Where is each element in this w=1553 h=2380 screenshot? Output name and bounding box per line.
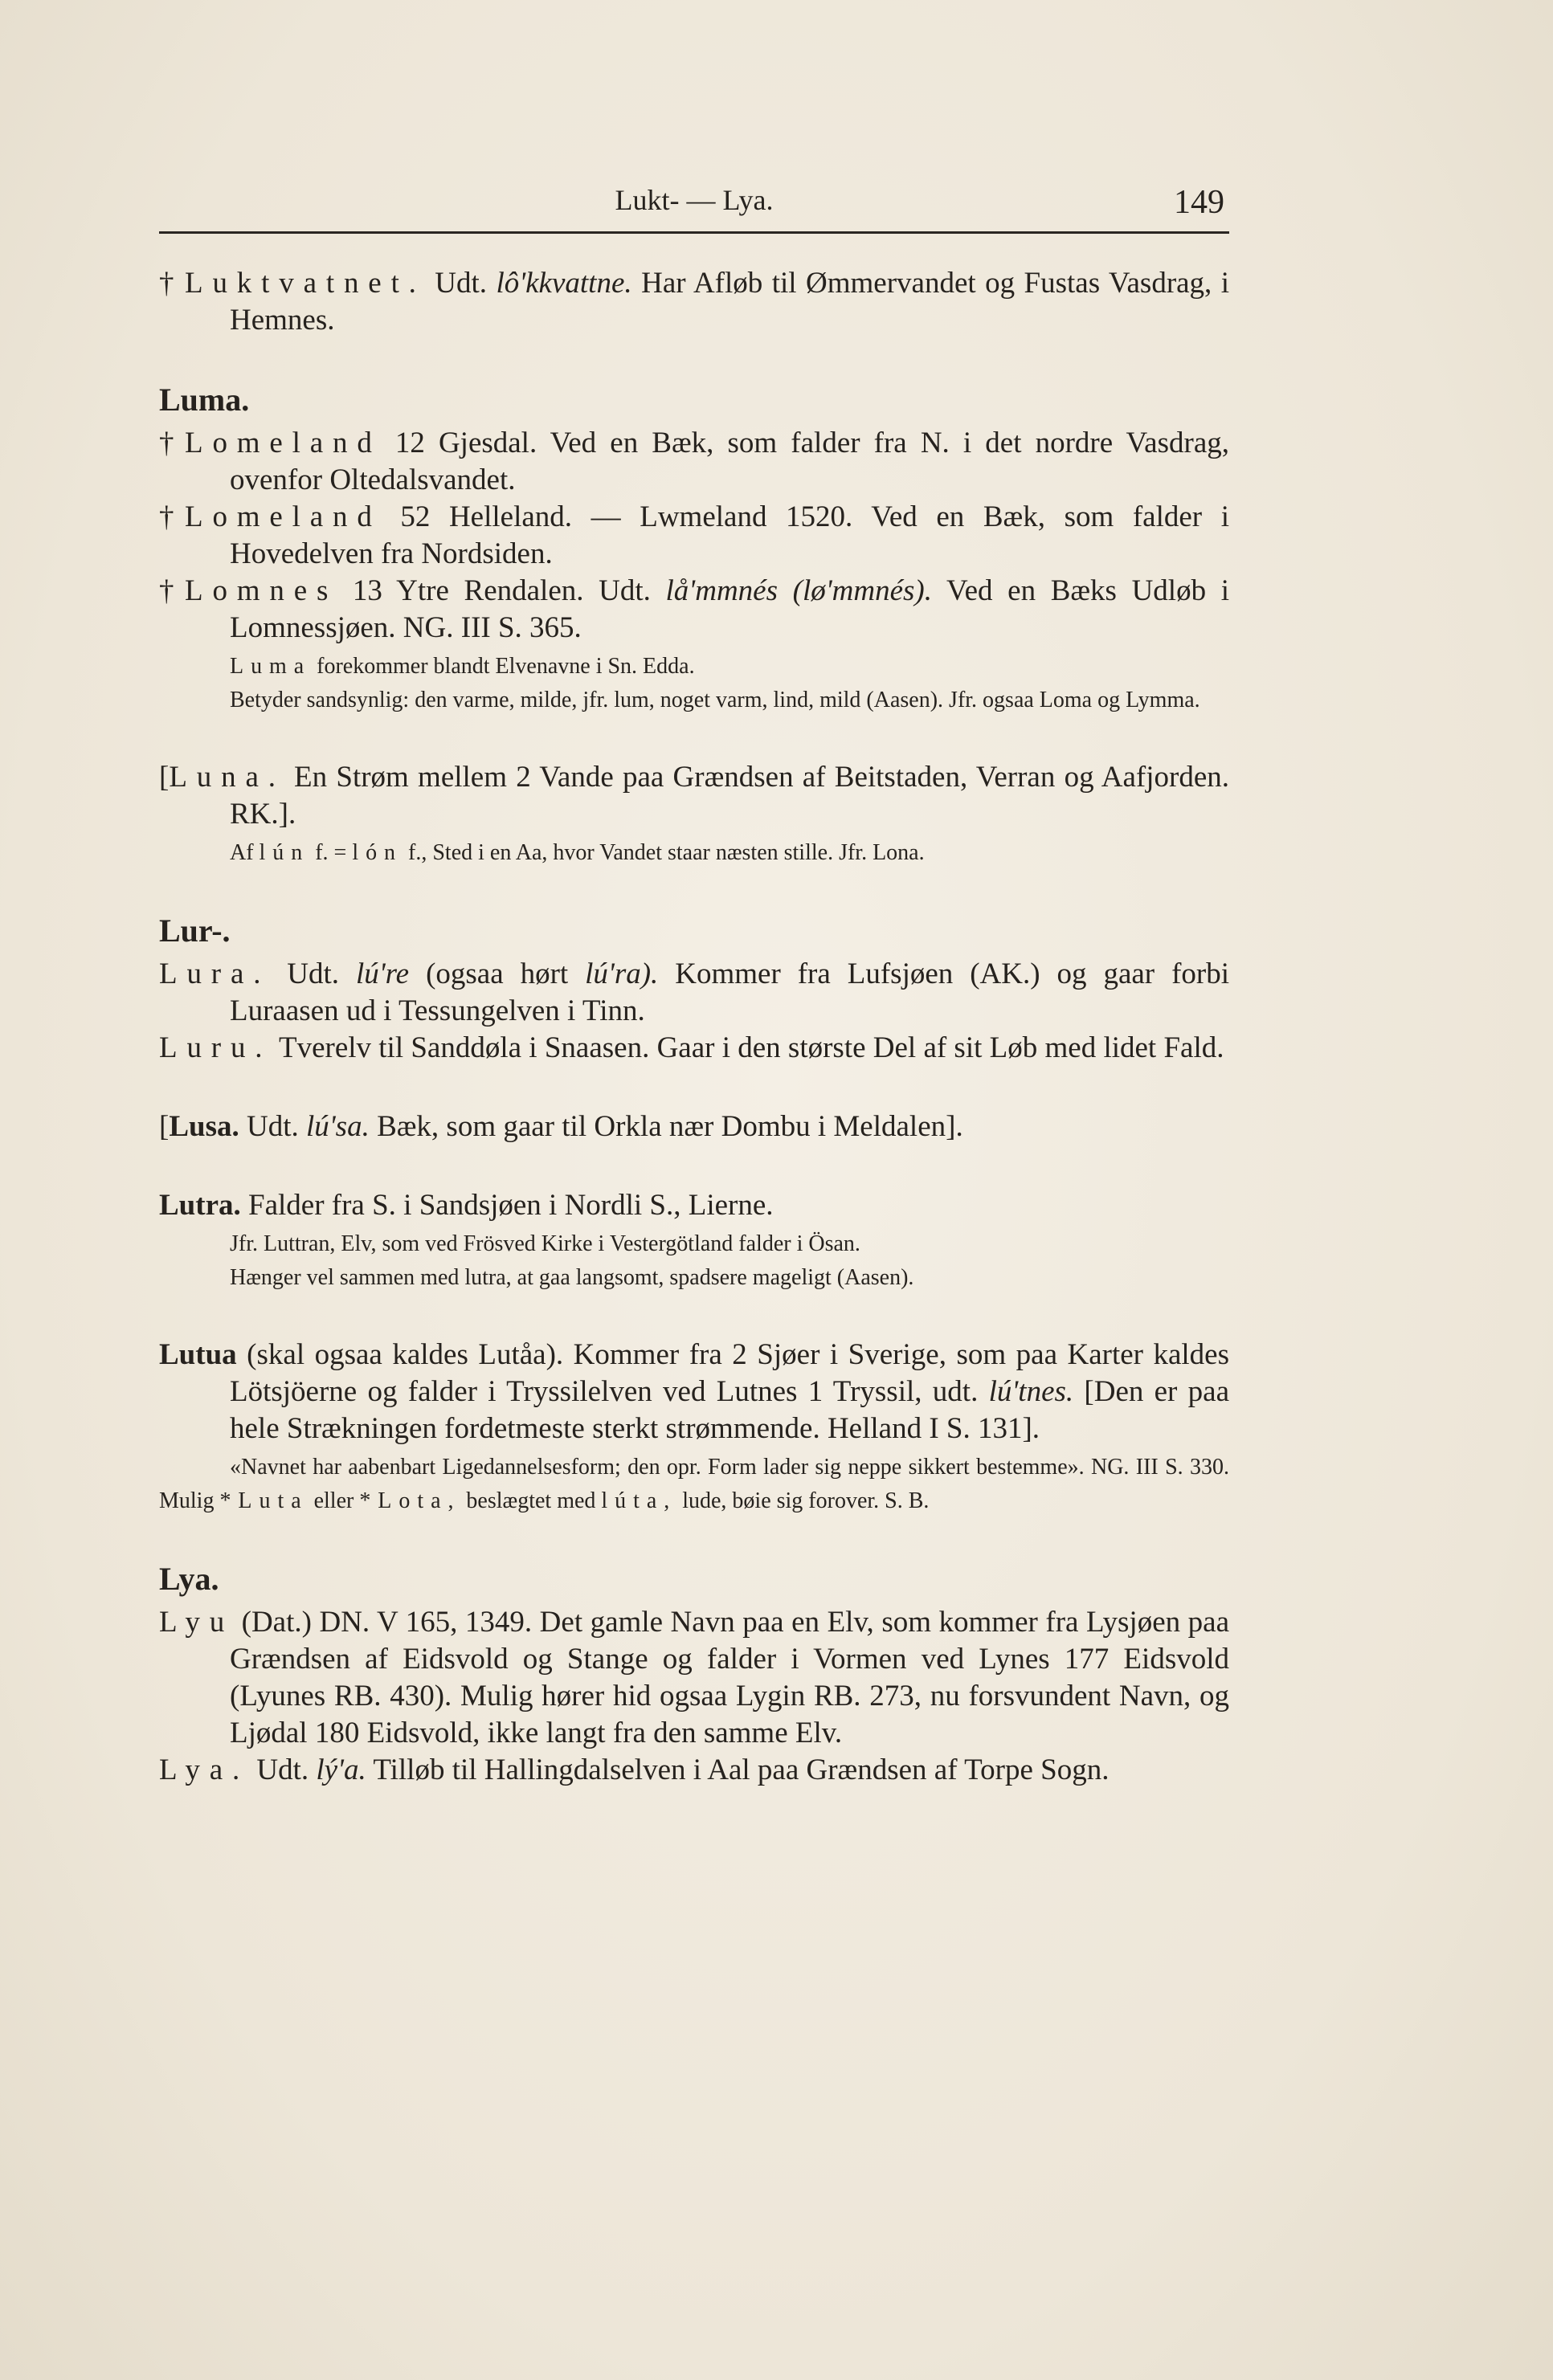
note-luna [159, 836, 1229, 870]
entry-luna [159, 759, 1229, 833]
entry-name: Lutua [159, 1338, 237, 1371]
note-word: lón [352, 840, 403, 865]
entry-luru [159, 1030, 1229, 1067]
entry-name: Luktvatnet. [185, 267, 426, 300]
open-bracket: [ [159, 1110, 170, 1143]
entry-name: Lomnes [185, 574, 338, 607]
note-text: f., Sted i en Aa, hvor Vandet staar næsten stille. Jfr. Lona. [408, 840, 925, 865]
entry-lutua [159, 1337, 1229, 1447]
entry-name: Lyu [159, 1606, 235, 1639]
entry-name: Lutra. [159, 1189, 241, 1222]
note-text: beslægtet med [466, 1488, 596, 1513]
header-title: Lukt- — Lya. [615, 184, 774, 216]
entry-text: Ved en Bæks Udløb i Lomnessjøen. NG. III S. 365. [230, 574, 1230, 644]
note-word: Luma [230, 654, 312, 679]
pronunciation: lô'kkvattne. [496, 267, 632, 300]
pronunciation: lå'mmnés [665, 574, 778, 607]
entry-text: (ogsaa hørt [426, 957, 569, 990]
note-lutua [159, 1451, 1229, 1518]
entry-name: Luru. [159, 1031, 272, 1064]
entry-text: Udt. [435, 267, 487, 300]
note-lutra-1: Jfr. Luttran, Elv, som ved Frösved Kirke i Vestergötland falder i Ösan. [230, 1231, 860, 1256]
note-text: Af [230, 840, 254, 865]
entry-name: Lomeland [185, 500, 382, 533]
note-word: lún [259, 840, 310, 865]
entry-lomeland-52 [159, 499, 1229, 573]
headword-lya: Lya. [159, 1561, 219, 1597]
entry-text: 52 Helleland. — Lwmeland 1520. Ved en Bæk, som falder i Hovedelven fra Nordsiden. [230, 500, 1230, 570]
entry-lutra [159, 1187, 1229, 1224]
entry-name: Lura. [159, 957, 271, 990]
note-luma-1 [159, 650, 1229, 684]
entry-text: (skal ogsaa kaldes Lutåa). Kommer fra 2 Sjøer i Sverige, som paa Karter kaldes Lötsjöerne og falder i Tryssilelven ved Lutnes 1 Tryssil, udt. [230, 1338, 1230, 1408]
entry-text: En Strøm mellem 2 Vande paa Grændsen af Beitstaden, Verran og Aafjorden. RK.]. [230, 761, 1229, 831]
dagger-mark: † [159, 500, 174, 533]
note-word: *Lota, [359, 1488, 461, 1513]
headword-luma: Luma. [159, 382, 250, 418]
pronunciation: lú'tnes. [988, 1375, 1074, 1408]
entry-name: Lya. [159, 1753, 250, 1786]
note-text: lude, bøie sig forover. S. B. [682, 1488, 930, 1513]
note-text: forekommer blandt Elvenavne i Sn. Edda. [317, 654, 695, 679]
entry-text: (Dat.) DN. V 165, 1349. Det gamle Navn paa en Elv, som kommer fra Lysjøen paa Grændsen af Eidsvold og Stange og falder i Vormen ved Lynes 177 Eidsvold (Lyunes RB. 430). Mulig hører hid ogsaa Lygin RB. 273, nu forsvundent Navn, og Ljødal 180 Eidsvold, ikke langt fra den samme Elv. [230, 1606, 1229, 1749]
entry-text: Kommer fra Lufsjøen (AK.) og gaar forbi Luraasen ud i Tessungelven i Tinn. [230, 957, 1230, 1027]
entry-text: Udt. [287, 957, 339, 990]
note-text: «Navnet har aabenbart Ligedannelsesform; den opr. Form lader sig neppe sikkert bestemme». NG. III S. 330. Mulig [159, 1455, 1229, 1513]
note-word: lúta, [601, 1488, 677, 1513]
pronunciation: lú're [355, 957, 410, 990]
pronunciation: lú'sa. [305, 1110, 370, 1143]
note-word: *Luta [219, 1488, 309, 1513]
entry-text: Bæk, som gaar til Orkla nær Dombu i Meldalen]. [377, 1110, 963, 1143]
note-luma-2: Betyder sandsynlig: den varme, milde, jfr. lum, noget varm, lind, mild (Aasen). Jfr. ogsaa Loma og Lymma. [230, 688, 1200, 712]
running-header [159, 183, 1229, 234]
dagger-mark: † [159, 574, 174, 607]
entry-text: Har Afløb til Ømmervandet og Fustas Vasdrag, i Hemnes. [230, 267, 1230, 337]
entry-luktvatnet [159, 265, 1229, 339]
dagger-mark: † [159, 427, 174, 459]
dagger-mark: † [159, 267, 174, 300]
entry-text: Tilløb til Hallingdalselven i Aal paa Grændsen af Torpe Sogn. [373, 1753, 1110, 1786]
dictionary-content [159, 265, 1229, 1789]
pronunciation: lý'a. [316, 1753, 366, 1786]
entry-name: Lusa. [169, 1110, 239, 1143]
entry-text: 13 Ytre Rendalen. Udt. [352, 574, 651, 607]
entry-text: Udt. [246, 1110, 299, 1143]
page-number: 149 [1174, 184, 1224, 221]
note-text: f. = [315, 840, 347, 865]
entry-lusa [159, 1108, 1229, 1145]
entry-text: Tverelv til Sanddøla i Snaasen. Gaar i den største Del af sit Løb med lidet Fald. [278, 1031, 1224, 1064]
entry-lyu [159, 1604, 1229, 1752]
entry-lya [159, 1752, 1229, 1789]
pronunciation: lú'ra). [585, 957, 659, 990]
note-lutra-2: Hænger vel sammen med lutra, at gaa langsomt, spadsere mageligt (Aasen). [230, 1265, 914, 1290]
pronunciation: (lø'mmnés). [792, 574, 932, 607]
entry-name: Lomeland [185, 427, 382, 459]
entry-lomeland-12 [159, 425, 1229, 499]
entry-text: Falder fra S. i Sandsjøen i Nordli S., Lierne. [248, 1189, 774, 1222]
entry-lura [159, 956, 1229, 1030]
entry-text: [Den er paa hele Strækningen fordetmeste sterkt strømmende. Helland I S. 131]. [230, 1375, 1229, 1445]
entry-text: Udt. [256, 1753, 309, 1786]
entry-lomnes [159, 573, 1229, 647]
note-text: eller [313, 1488, 354, 1513]
entry-text: 12 Gjesdal. Ved en Bæk, som falder fra N. i det nordre Vasdrag, ovenfor Oltedalsvandet. [230, 427, 1229, 496]
entry-name: Luna. [169, 761, 285, 794]
open-bracket: [ [159, 761, 170, 794]
headword-lur: Lur-. [159, 912, 231, 949]
